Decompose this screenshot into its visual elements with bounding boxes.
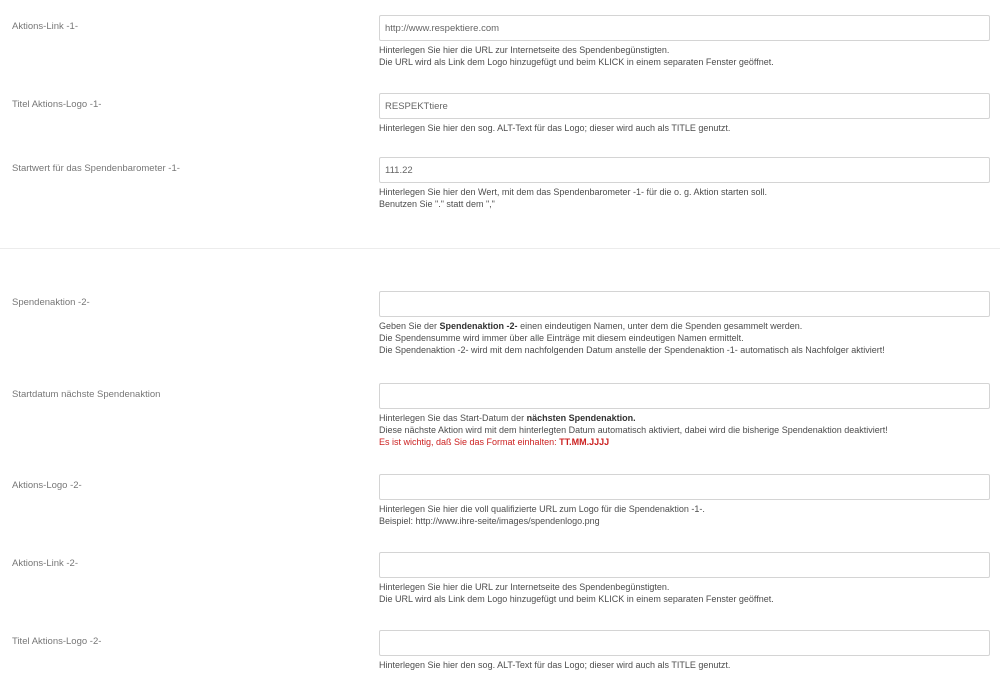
aktions-link-1-input[interactable] (379, 15, 990, 41)
field-help: Hinterlegen Sie hier den Wert, mit dem das Spendenbarometer -1- für die o. g. Aktion starten soll. Benutzen Sie "." statt dem "," (379, 187, 768, 209)
startdatum-input[interactable] (379, 383, 990, 409)
titel-aktions-logo-2-input[interactable] (379, 630, 990, 656)
titel-aktions-logo-1-input[interactable] (379, 93, 990, 119)
field-label: Aktions-Link -2- (12, 558, 78, 569)
field-help: Hinterlegen Sie hier die voll qualifizierte URL zum Logo für die Spendenaktion -1-. Beispiel: http://www.ihre-seite/images/spendenlogo.png (379, 504, 705, 526)
field-label: Aktions-Link -1- (12, 21, 78, 32)
field-label: Spendenaktion -2- (12, 297, 90, 308)
field-help: Geben Sie der Spendenaktion -2- einen eindeutigen Namen, unter dem die Spenden gesammelt werden. Die Spendensumme wird immer über alle Einträge mit diesem eindeutigen Namen ermittelt. Die Spendenaktion -2- wird mit dem nachfolgenden Datum anstelle der Spendenaktion -1- automatisch als Nachfolger aktiviert! (379, 321, 885, 355)
field-label: Titel Aktions-Logo -2- (12, 636, 102, 647)
field-label: Titel Aktions-Logo -1- (12, 99, 102, 110)
field-help: Hinterlegen Sie hier die URL zur Internetseite des Spendenbegünstigten. Die URL wird als Link dem Logo hinzugefügt und beim KLICK in einem separaten Fenster geöffnet. (379, 45, 774, 67)
aktions-logo-2-input[interactable] (379, 474, 990, 500)
field-help: Hinterlegen Sie hier die URL zur Internetseite des Spendenbegünstigten. Die URL wird als Link dem Logo hinzugefügt und beim KLICK in einem separaten Fenster geöffnet. (379, 582, 774, 604)
field-help: Hinterlegen Sie hier den sog. ALT-Text für das Logo; dieser wird auch als TITLE genutzt. (379, 123, 731, 133)
aktions-link-2-input[interactable] (379, 552, 990, 578)
field-label: Startdatum nächste Spendenaktion (12, 389, 161, 400)
format-warning: Es ist wichtig, daß Sie das Format einhalten: TT.MM.JJJJ (379, 437, 610, 447)
field-help: Hinterlegen Sie hier den sog. ALT-Text für das Logo; dieser wird auch als TITLE genutzt. (379, 660, 731, 670)
field-help: Hinterlegen Sie das Start-Datum der nächsten Spendenaktion. Diese nächste Aktion wird mit dem hinterlegten Datum automatisch aktiviert, dabei wird die bisherige Spendenaktion deaktiviert! Es ist wichtig, daß Sie das Format einhalten: TT.MM.JJJJ (379, 412, 990, 448)
spendenaktion-2-input[interactable] (379, 291, 990, 317)
field-label: Aktions-Logo -2- (12, 480, 82, 491)
field-label: Startwert für das Spendenbarometer -1- (12, 163, 180, 174)
section-divider (0, 248, 1000, 249)
startwert-spendenbarometer-1-input[interactable] (379, 157, 990, 183)
